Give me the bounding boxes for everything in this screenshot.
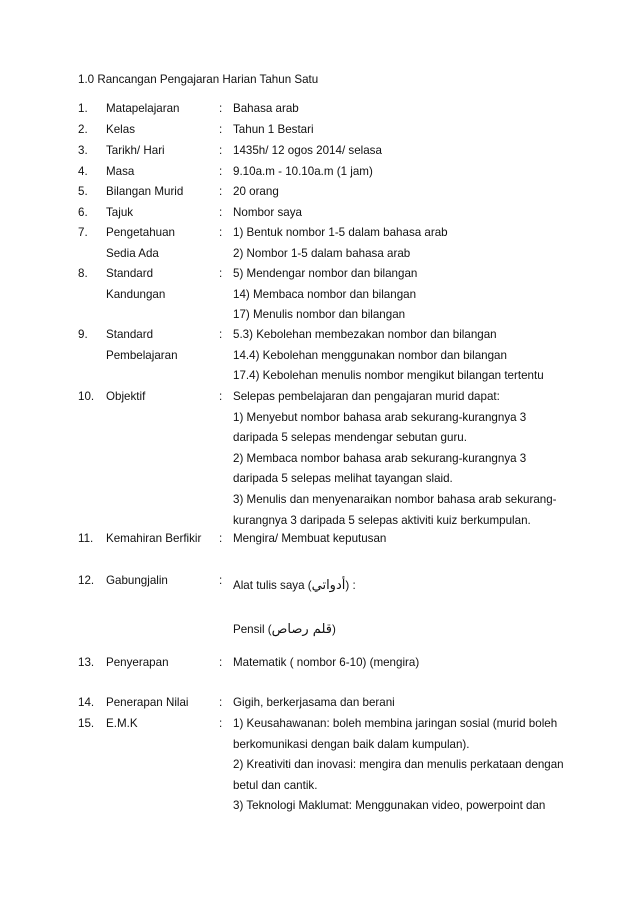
- item-field-line: Pembelajaran: [106, 348, 178, 362]
- item-value-line: [233, 576, 578, 597]
- item-field-line: Gabungjalin: [106, 574, 168, 587]
- item-value: [233, 203, 578, 224]
- item-value-line: 2) Membaca nombor bahasa arab sekurang-kurangnya 3: [233, 451, 527, 465]
- item-field: [106, 203, 214, 224]
- item-value-line: Selepas pembelajaran dan pengajaran murid dapat:: [233, 390, 500, 403]
- item-field-line: Bilangan Murid: [106, 185, 184, 198]
- item-separator: :: [219, 123, 223, 136]
- item-value-line: 5) Mendengar nombor dan bilangan: [233, 267, 418, 280]
- item-value: [233, 141, 578, 162]
- item-value-line: 14) Membaca nombor dan bilangan: [233, 287, 417, 301]
- item-separator: :: [219, 226, 223, 239]
- item-number: 11.: [78, 532, 94, 545]
- item-field: [106, 693, 214, 714]
- item-value-line: [233, 620, 578, 641]
- item-value: [233, 529, 578, 550]
- item-separator: :: [219, 328, 223, 341]
- item-field-line: Penerapan Nilai: [106, 696, 189, 709]
- item-number: 9.: [78, 328, 88, 341]
- item-field: [106, 162, 214, 183]
- item-value-line: 3) Menulis dan menyenaraikan nombor bahasa arab sekurang-: [233, 492, 557, 506]
- item-value-line: kurangnya 3 daripada 5 selepas aktiviti kuiz berkumpulan.: [233, 513, 531, 527]
- item-separator: :: [219, 165, 223, 178]
- item-value: [233, 693, 578, 714]
- item-value-line: 14.4) Kebolehan menggunakan nombor dan bilangan: [233, 348, 507, 362]
- item-number: 5.: [78, 185, 88, 198]
- item-value: [233, 99, 578, 120]
- item-value: [233, 714, 578, 817]
- item-separator: :: [219, 717, 223, 730]
- item-field-line: Matapelajaran: [106, 102, 180, 115]
- item-field-line: Objektif: [106, 390, 146, 403]
- item-separator: :: [219, 532, 223, 545]
- item-field-line: Penyerapan: [106, 656, 169, 669]
- item-value-line: 9.10a.m - 10.10a.m (1 jam): [233, 165, 373, 178]
- item-value: [233, 223, 578, 264]
- arabic-text: أدواتي: [311, 578, 346, 593]
- item-separator: :: [219, 267, 223, 280]
- item-field: [106, 264, 214, 305]
- item-separator: :: [219, 390, 223, 403]
- item-value: [233, 653, 578, 674]
- item-number: 1.: [78, 102, 88, 115]
- value-text: Pensil (: [233, 623, 272, 636]
- item-number: 6.: [78, 206, 88, 219]
- item-field-line: Standard: [106, 267, 154, 280]
- item-separator: :: [219, 656, 223, 669]
- item-field-line: Kelas: [106, 123, 136, 136]
- item-value-line: 17.4) Kebolehan menulis nombor mengikut bilangan tertentu: [233, 369, 544, 383]
- item-value: [233, 264, 578, 326]
- item-value-line: Nombor saya: [233, 206, 302, 219]
- item-value-line: daripada 5 selepas mendengar sebutan guru.: [233, 431, 467, 445]
- item-field: [106, 387, 214, 408]
- value-text: ) :: [345, 579, 356, 592]
- item-number: 7.: [78, 226, 88, 239]
- item-value-line: Matematik ( nombor 6-10) (mengira): [233, 656, 420, 669]
- item-separator: :: [219, 185, 223, 198]
- item-field-line: Standard: [106, 328, 154, 341]
- item-value: [233, 120, 578, 141]
- item-value-line: daripada 5 selepas melihat tayangan slaid.: [233, 472, 453, 486]
- item-value-line: 17) Menulis nombor dan bilangan: [233, 308, 406, 322]
- item-field-line: Tarikh/ Hari: [106, 144, 165, 157]
- item-number: 3.: [78, 144, 88, 157]
- item-field-line: Kandungan: [106, 287, 166, 301]
- item-value: [233, 576, 578, 597]
- item-value-line: 1) Bentuk nombor 1-5 dalam bahasa arab: [233, 226, 448, 239]
- item-field-line: Masa: [106, 165, 135, 178]
- item-field-line: Tajuk: [106, 206, 134, 219]
- item-field: [106, 141, 214, 162]
- document-heading: 1.0 Rancangan Pengajaran Harian Tahun Satu: [78, 73, 319, 86]
- item-value-line: 5.3) Kebolehan membezakan nombor dan bilangan: [233, 328, 497, 341]
- item-separator: :: [219, 144, 223, 157]
- arabic-text: قلم رصاص: [271, 622, 332, 637]
- value-text: Alat tulis saya (: [233, 579, 312, 592]
- item-value-line: 3) Teknologi Maklumat: Menggunakan video, powerpoint dan: [233, 799, 546, 813]
- item-field: [106, 571, 214, 592]
- item-separator: :: [219, 206, 223, 219]
- item-number: 8.: [78, 267, 88, 280]
- item-value-line: Gigih, berkerjasama dan berani: [233, 696, 395, 709]
- item-value-line: betul dan cantik.: [233, 778, 318, 792]
- item-number: 4.: [78, 165, 88, 178]
- item-value-line: Tahun 1 Bestari: [233, 123, 314, 136]
- item-field: [106, 120, 214, 141]
- item-value-line: Mengira/ Membuat keputusan: [233, 532, 387, 545]
- item-value-line: Bahasa arab: [233, 102, 299, 115]
- item-value-line: 2) Kreativiti dan inovasi: mengira dan menulis perkataan dengan: [233, 758, 564, 772]
- item-field: [106, 714, 214, 735]
- item-value: [233, 387, 578, 531]
- item-number: 2.: [78, 123, 88, 136]
- value-text: ): [331, 623, 336, 636]
- item-separator: :: [219, 574, 223, 587]
- item-value-line: 1) Menyebut nombor bahasa arab sekurang-kurangnya 3: [233, 410, 527, 424]
- item-field-line: Sedia Ada: [106, 246, 159, 260]
- item-value: [233, 620, 578, 641]
- item-number: 12.: [78, 574, 95, 587]
- item-value: [233, 162, 578, 183]
- item-separator: :: [219, 696, 223, 709]
- item-separator: :: [219, 102, 223, 115]
- item-number: 14.: [78, 696, 95, 709]
- item-field: [106, 653, 214, 674]
- item-number: 10.: [78, 390, 95, 403]
- item-field-line: Pengetahuan: [106, 226, 175, 239]
- item-value-line: 1) Keusahawanan: boleh membina jaringan sosial (murid boleh: [233, 717, 558, 730]
- item-field-line: Kemahiran Berfikir: [106, 532, 202, 545]
- item-number: 13.: [78, 656, 95, 669]
- item-value-line: 20 orang: [233, 185, 279, 198]
- item-field: [106, 325, 214, 366]
- item-value: [233, 325, 578, 387]
- item-value: [233, 182, 578, 203]
- item-field: [106, 529, 214, 550]
- item-field: [106, 182, 214, 203]
- item-field: [106, 99, 214, 120]
- item-field-line: E.M.K: [106, 717, 138, 730]
- item-value-line: 1435h/ 12 ogos 2014/ selasa: [233, 144, 382, 157]
- item-value-line: berkomunikasi dengan baik dalam kumpulan).: [233, 737, 470, 751]
- item-field: [106, 223, 214, 264]
- item-value-line: 2) Nombor 1-5 dalam bahasa arab: [233, 246, 411, 260]
- item-number: 15.: [78, 717, 95, 730]
